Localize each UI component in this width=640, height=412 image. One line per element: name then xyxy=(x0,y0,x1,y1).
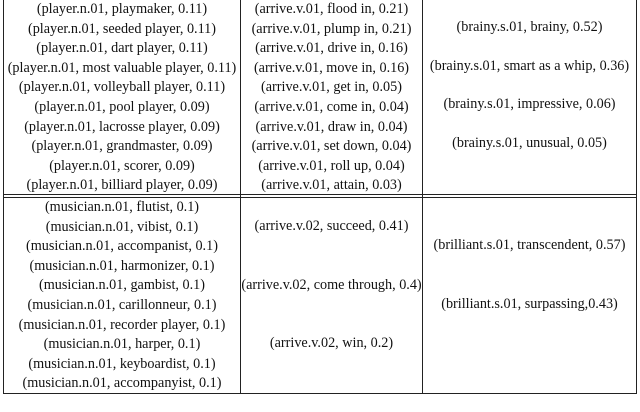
table-entry: (musician.n.01, keyboardist, 0.1) xyxy=(28,355,216,372)
table-entry: (musician.n.01, harper, 0.1) xyxy=(43,336,201,353)
table-entry: (arrive.v.02, win, 0.2) xyxy=(269,335,394,352)
table-entry: (musician.n.01, harmonizer, 0.1) xyxy=(29,257,215,274)
table-entry: (player.n.01, lacrosse player, 0.09) xyxy=(24,118,220,135)
row2-col3-cell xyxy=(423,236,636,314)
table-entry: (musician.n.01, accompanyist, 0.1) xyxy=(22,375,222,392)
table-entry: (musician.n.01, recorder player, 0.1) xyxy=(18,316,226,333)
table-entry: (brainy.s.01, smart as a whip, 0.36) xyxy=(429,57,630,74)
row1-col2-cell xyxy=(241,0,422,196)
table-entry: (player.n.01, most valuable player, 0.11) xyxy=(7,59,237,76)
row1-col1-cell xyxy=(4,0,240,196)
table-entry: (musician.n.01, vibist, 0.1) xyxy=(45,218,199,235)
table-entry: (musician.n.01, flutist, 0.1) xyxy=(44,199,200,215)
synonym-table xyxy=(3,0,637,394)
table-entry: (player.n.01, dart player, 0.11) xyxy=(36,40,208,57)
table-entry: (arrive.v.01, set down, 0.04) xyxy=(251,138,412,155)
table-entry: (arrive.v.02, succeed, 0.41) xyxy=(254,218,409,234)
table-entry: (arrive.v.01, get in, 0.05) xyxy=(261,79,402,96)
table-entry: (brainy.s.01, impressive, 0.06) xyxy=(443,96,616,113)
table-entry: (brainy.s.01, unusual, 0.05) xyxy=(452,134,607,151)
table-entry: (brainy.s.01, brainy, 0.52) xyxy=(456,19,603,35)
row2-col2-cell xyxy=(241,217,422,354)
table-entry: (arrive.v.01, draw in, 0.04) xyxy=(255,118,408,135)
table-entry: (arrive.v.01, move in, 0.16) xyxy=(253,59,410,76)
row1-col3-cell xyxy=(423,18,636,153)
table-entry: (player.n.01, volleyball player, 0.11) xyxy=(18,79,226,96)
table-entry: (brilliant.s.01, surpassing,0.43) xyxy=(441,295,618,312)
row2-col1-cell xyxy=(4,198,240,394)
table-entry: (player.n.01, scorer, 0.09) xyxy=(49,157,195,174)
table-entry: (player.n.01, billiard player, 0.09) xyxy=(26,177,218,194)
table-entry: (musician.n.01, gambist, 0.1) xyxy=(39,277,205,294)
table-entry: (player.n.01, seeded player, 0.11) xyxy=(27,20,216,37)
table-entry: (player.n.01, pool player, 0.09) xyxy=(34,98,210,115)
table-entry: (arrive.v.02, come through, 0.4) xyxy=(241,276,422,293)
table-entry: (brilliant.s.01, transcendent, 0.57) xyxy=(433,237,626,253)
table-entry: (musician.n.01, carillonneur, 0.1) xyxy=(27,296,217,313)
table-entry: (musician.n.01, accompanist, 0.1) xyxy=(26,238,218,255)
table-entry: (arrive.v.01, plump in, 0.21) xyxy=(251,20,412,37)
table-entry: (arrive.v.01, drive in, 0.16) xyxy=(255,40,408,57)
table-entry: (player.n.01, grandmaster, 0.09) xyxy=(31,138,213,155)
table-entry: (arrive.v.01, attain, 0.03) xyxy=(261,177,402,194)
table-entry: (arrive.v.01, come in, 0.04) xyxy=(254,98,409,115)
table-entry: (player.n.01, playmaker, 0.11) xyxy=(36,1,208,17)
table-entry: (arrive.v.01, roll up, 0.04) xyxy=(258,157,405,174)
table-entry: (arrive.v.01, flood in, 0.21) xyxy=(254,1,409,17)
